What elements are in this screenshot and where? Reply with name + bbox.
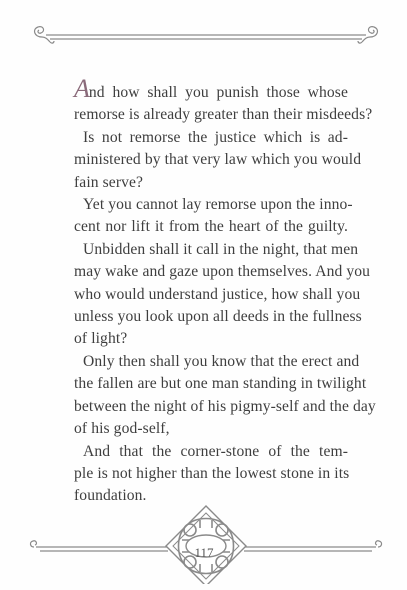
paragraph-2 xyxy=(74,127,362,194)
bottom-knot-ornament-icon xyxy=(28,500,384,584)
paragraph-6 xyxy=(74,441,348,508)
text-line: unless you look upon all deeds in the fullness xyxy=(74,308,362,326)
text-body xyxy=(74,74,376,508)
text-line: may wake and gaze upon themselves. And you xyxy=(74,263,371,281)
paragraph-3 xyxy=(74,194,353,239)
text-line: Is not remorse the justice which is ad- xyxy=(83,128,348,146)
text-line: Unbidden shall it call in the night, that men xyxy=(83,240,359,258)
page-number: 117 xyxy=(194,545,214,560)
paragraph-1 xyxy=(74,74,373,127)
text-line: between the night of his pigmy-self and the day xyxy=(74,397,376,415)
text-line: who would understand justice, how shall you xyxy=(74,285,361,303)
text-line: Only then shall you know that the erect and xyxy=(83,352,360,370)
text-line: fain serve? xyxy=(74,173,144,191)
text-line: foundation. xyxy=(74,487,147,505)
text-line: cent nor lift it from the heart of the guilty. xyxy=(74,218,348,236)
text-line: of light? xyxy=(74,330,128,348)
text-line: And how shall you punish those whose xyxy=(74,74,348,103)
paragraph-4 xyxy=(74,239,371,351)
paragraph-5 xyxy=(74,351,376,441)
text-line: remorse is already greater than their misdeeds? xyxy=(74,106,373,124)
text-line: ple is not higher than the lowest stone in its xyxy=(74,464,350,482)
text-line: And that the corner-stone of the tem- xyxy=(83,442,348,460)
text-line: Yet you cannot lay remorse upon the inno- xyxy=(83,196,353,214)
text-line: ministered by that very law which you would xyxy=(74,151,362,169)
text-line: the fallen are but one man standing in twilight xyxy=(74,375,367,393)
drop-cap: A xyxy=(74,74,89,103)
top-ornament-border-icon xyxy=(28,22,384,48)
text-line: of his god-self, xyxy=(74,420,170,438)
